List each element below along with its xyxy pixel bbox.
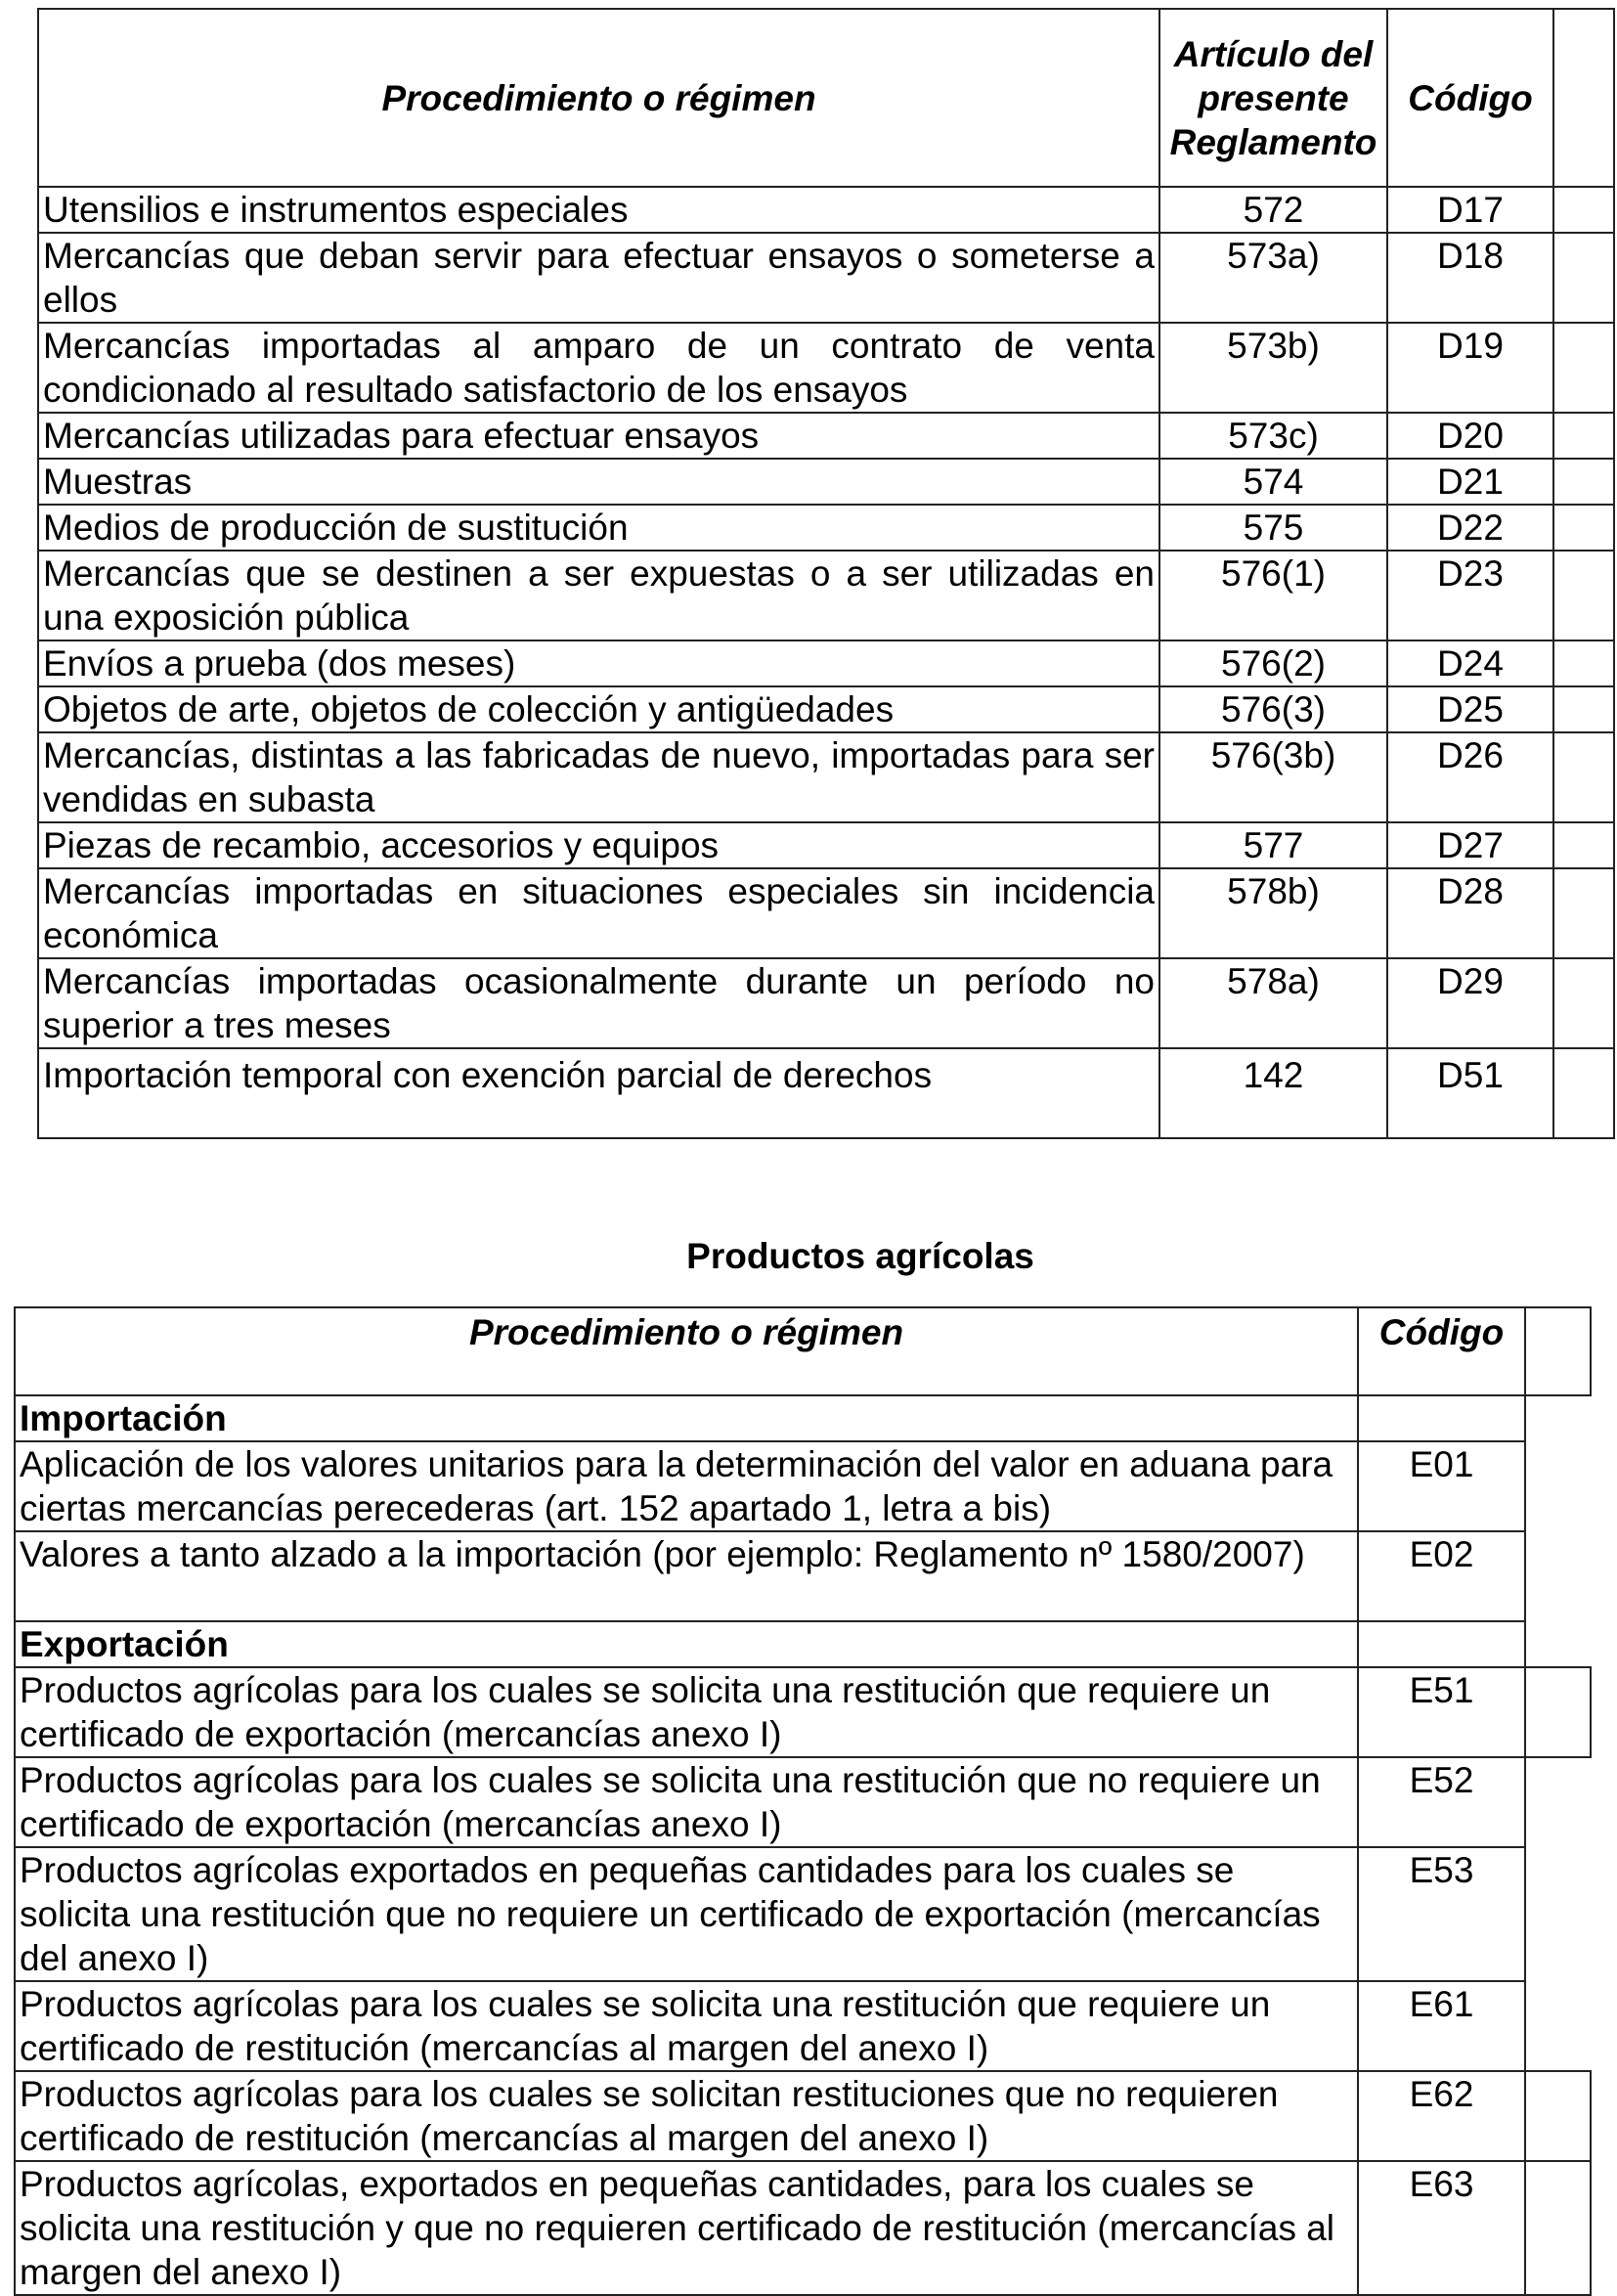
extra-cell — [1553, 686, 1614, 732]
header-extra-cell — [1553, 9, 1614, 187]
article-cell: 576(2) — [1159, 640, 1387, 686]
table-row — [15, 1441, 1591, 1531]
procedure-cell: Mercancías importadas al amparo de un contrato de venta condicionado al resultado satisfactorio de los ensayos — [38, 323, 1159, 413]
table-row — [15, 1757, 1591, 1847]
extra-cell — [1553, 323, 1614, 413]
code-cell: D51 — [1387, 1048, 1553, 1138]
table-header-row — [15, 1307, 1591, 1395]
procedure-cell: Productos agrícolas para los cuales se solicita una restitución que no requiere un certificado de exportación (mercancías anexo I) — [15, 1757, 1358, 1847]
procedure-cell: Importación temporal con exención parcial de derechos — [38, 1048, 1159, 1138]
procedure-cell: Aplicación de los valores unitarios para la determinación del valor en aduana para ciertas mercancías perecederas (art. 152 apartado 1, letra a bis) — [15, 1441, 1358, 1531]
table-row — [38, 686, 1614, 732]
code-cell: D21 — [1387, 459, 1553, 505]
header-procedure: Procedimiento o régimen — [15, 1307, 1358, 1395]
section-label: Importación — [15, 1395, 1358, 1441]
extra-cell — [1553, 187, 1614, 233]
header-code: Código — [1358, 1307, 1525, 1395]
table-row — [38, 459, 1614, 505]
section-label: Exportación — [15, 1621, 1358, 1667]
table-row — [38, 822, 1614, 868]
table-row — [38, 640, 1614, 686]
table-row — [15, 2161, 1591, 2295]
article-cell: 576(3) — [1159, 686, 1387, 732]
header-code: Código — [1387, 9, 1553, 187]
article-cell: 578b) — [1159, 868, 1387, 958]
procedures-table — [37, 8, 1615, 1139]
section-row — [15, 1621, 1591, 1667]
article-cell: 573b) — [1159, 323, 1387, 413]
code-cell — [1358, 1395, 1525, 1441]
code-cell: E51 — [1358, 1667, 1525, 1757]
article-cell: 573c) — [1159, 413, 1387, 459]
procedure-cell: Productos agrícolas para los cuales se solicitan restituciones que no requieren certificado de restitución (mercancías al margen del anexo I) — [15, 2071, 1358, 2161]
extra-cell — [1525, 1441, 1591, 1531]
procedure-cell: Mercancías que deban servir para efectuar ensayos o someterse a ellos — [38, 233, 1159, 323]
extra-cell — [1553, 732, 1614, 822]
code-cell: D28 — [1387, 868, 1553, 958]
procedure-cell: Mercancías que se destinen a ser expuestas o a ser utilizadas en una exposición pública — [38, 551, 1159, 640]
procedure-cell: Muestras — [38, 459, 1159, 505]
code-cell: D20 — [1387, 413, 1553, 459]
code-cell — [1358, 1621, 1525, 1667]
procedure-cell: Utensilios e instrumentos especiales — [38, 187, 1159, 233]
procedure-cell: Productos agrícolas, exportados en pequeñas cantidades, para los cuales se solicita una restitución y que no requieren certificado de restitución (mercancías al margen del anexo I) — [15, 2161, 1358, 2295]
code-cell: D18 — [1387, 233, 1553, 323]
code-cell: D17 — [1387, 187, 1553, 233]
extra-cell — [1553, 413, 1614, 459]
code-cell: D22 — [1387, 505, 1553, 551]
article-cell: 576(1) — [1159, 551, 1387, 640]
extra-cell — [1553, 505, 1614, 551]
table-row — [38, 233, 1614, 323]
table-row — [15, 1531, 1591, 1621]
article-cell: 142 — [1159, 1048, 1387, 1138]
extra-cell — [1553, 551, 1614, 640]
article-cell: 578a) — [1159, 958, 1387, 1048]
code-cell: D26 — [1387, 732, 1553, 822]
extra-cell — [1525, 1847, 1591, 1981]
table-row — [38, 732, 1614, 822]
extra-cell — [1553, 958, 1614, 1048]
section-title: Productos agrícolas — [686, 1236, 1034, 1276]
table-row — [15, 1667, 1591, 1757]
table-row — [15, 2071, 1591, 2161]
code-cell: E61 — [1358, 1981, 1525, 2071]
table-row — [38, 413, 1614, 459]
table-row — [38, 958, 1614, 1048]
procedure-cell: Productos agrícolas para los cuales se solicita una restitución que requiere un certificado de restitución (mercancías al margen del anexo I) — [15, 1981, 1358, 2071]
extra-cell — [1525, 1531, 1591, 1621]
code-cell: E02 — [1358, 1531, 1525, 1621]
extra-cell — [1553, 459, 1614, 505]
code-cell: E52 — [1358, 1757, 1525, 1847]
procedure-cell: Productos agrícolas exportados en pequeñas cantidades para los cuales se solicita una restitución que no requiere un certificado de exportación (mercancías del anexo I) — [15, 1847, 1358, 1981]
procedure-cell: Envíos a prueba (dos meses) — [38, 640, 1159, 686]
procedure-cell: Medios de producción de sustitución — [38, 505, 1159, 551]
extra-cell — [1553, 822, 1614, 868]
procedure-cell: Valores a tanto alzado a la importación (por ejemplo: Reglamento nº 1580/2007) — [15, 1531, 1358, 1621]
extra-cell — [1525, 2161, 1591, 2295]
article-cell: 575 — [1159, 505, 1387, 551]
code-cell: E63 — [1358, 2161, 1525, 2295]
extra-cell — [1525, 1981, 1591, 2071]
procedure-cell: Mercancías importadas ocasionalmente durante un período no superior a tres meses — [38, 958, 1159, 1048]
code-cell: D25 — [1387, 686, 1553, 732]
article-cell: 572 — [1159, 187, 1387, 233]
extra-cell — [1553, 640, 1614, 686]
code-cell: D27 — [1387, 822, 1553, 868]
extra-cell — [1525, 1757, 1591, 1847]
article-cell: 577 — [1159, 822, 1387, 868]
code-cell: D19 — [1387, 323, 1553, 413]
code-cell: E01 — [1358, 1441, 1525, 1531]
code-cell: E62 — [1358, 2071, 1525, 2161]
procedure-cell: Mercancías, distintas a las fabricadas de nuevo, importadas para ser vendidas en subasta — [38, 732, 1159, 822]
procedure-cell: Objetos de arte, objetos de colección y antigüedades — [38, 686, 1159, 732]
table-row — [38, 551, 1614, 640]
extra-cell — [1525, 1667, 1591, 1757]
table-row — [38, 1048, 1614, 1138]
procedure-cell: Piezas de recambio, accesorios y equipos — [38, 822, 1159, 868]
table-header-row — [38, 9, 1614, 187]
code-cell: D24 — [1387, 640, 1553, 686]
table-row — [38, 323, 1614, 413]
article-cell: 573a) — [1159, 233, 1387, 323]
extra-cell — [1553, 868, 1614, 958]
extra-cell — [1525, 2071, 1591, 2161]
table-row — [38, 505, 1614, 551]
table-body — [15, 1395, 1591, 2295]
agricultural-products-table — [14, 1306, 1592, 2296]
table-row — [15, 1847, 1591, 1981]
table-row — [38, 868, 1614, 958]
extra-cell — [1525, 1395, 1591, 1441]
article-cell: 574 — [1159, 459, 1387, 505]
procedure-cell: Mercancías importadas en situaciones especiales sin incidencia económica — [38, 868, 1159, 958]
procedure-cell: Productos agrícolas para los cuales se solicita una restitución que requiere un certificado de exportación (mercancías anexo I) — [15, 1667, 1358, 1757]
extra-cell — [1553, 233, 1614, 323]
extra-cell — [1525, 1621, 1591, 1667]
header-article: Artículo del presente Reglamento — [1159, 9, 1387, 187]
extra-cell — [1553, 1048, 1614, 1138]
section-row — [15, 1395, 1591, 1441]
code-cell: E53 — [1358, 1847, 1525, 1981]
code-cell: D23 — [1387, 551, 1553, 640]
procedure-cell: Mercancías utilizadas para efectuar ensayos — [38, 413, 1159, 459]
header-procedure: Procedimiento o régimen — [38, 9, 1159, 187]
table-body — [38, 187, 1614, 1138]
code-cell: D29 — [1387, 958, 1553, 1048]
table-row — [15, 1981, 1591, 2071]
article-cell: 576(3b) — [1159, 732, 1387, 822]
table-row — [38, 187, 1614, 233]
header-extra-cell — [1525, 1307, 1591, 1395]
